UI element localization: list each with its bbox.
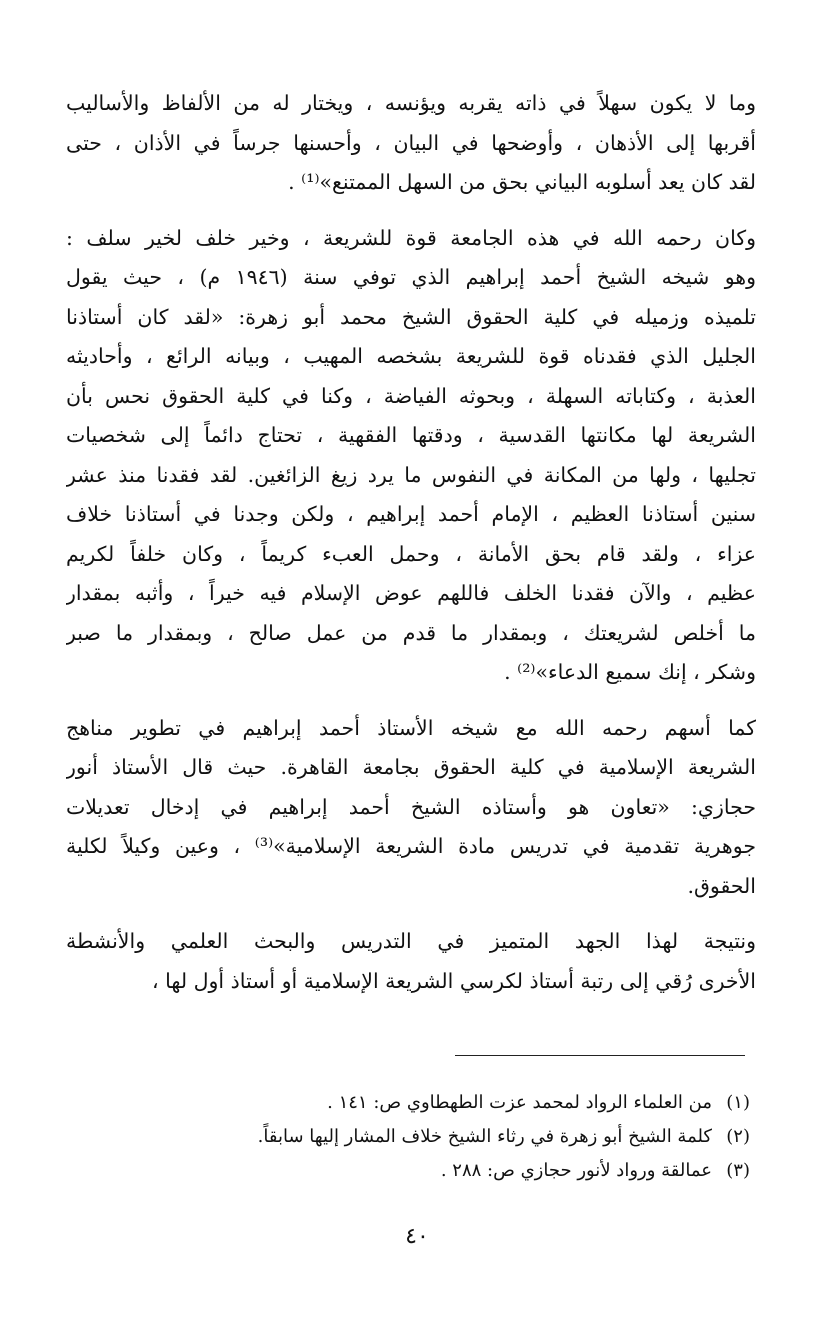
footnote-number: (١) xyxy=(726,1092,750,1113)
text-line: عظيم ، والآن فقدنا الخلف فاللهم عوض الإسلام فيه خيراً ، وأثبه بمقدار xyxy=(66,581,756,605)
text-line: الشريعة الإسلامية في كلية الحقوق بجامعة القاهرة. حيث قال الأستاذ أنور xyxy=(66,755,756,779)
text-line: حجازي: «تعاون هو وأستاذه الشيخ أحمد إبراهيم في إدخال تعديلات xyxy=(66,794,756,819)
footnote-text: من العلماء الرواد لمحمد عزت الطهطاوي ص: ١٤١ . xyxy=(327,1092,712,1113)
text-line: جوهرية تقدمية في تدريس مادة الشريعة الإسلامية»⁽³⁾ ، وعين وكيلاً لكلية xyxy=(66,834,756,858)
text-line: الشريعة لها مكانتها القدسية ، ودقتها الفقهية ، تحتاج دائماً إلى شخصيات xyxy=(66,423,756,447)
page-number: ٤٠ xyxy=(405,1224,429,1249)
text-line: العذبة ، وكتاباته السهلة ، وبحوثه الفياضة ، وكنا في كلية الحقوق نحس بأن xyxy=(66,383,756,408)
footnote-number: (٢) xyxy=(726,1126,750,1147)
paragraph xyxy=(66,84,756,203)
text-line: عزاء ، ولقد قام بحق الأمانة ، وحمل العبء كريماً ، وكان خلفاً لكريم xyxy=(66,541,756,566)
paragraph xyxy=(66,922,756,1001)
text-line: ونتيجة لهذا الجهد المتميز في التدريس والبحث العلمي والأنشطة xyxy=(66,929,756,953)
text-line: الجليل الذي فقدناه قوة للشريعة بشخصه المهيب ، وبيانه الرائع ، وأحاديثه xyxy=(66,344,756,368)
text-line: كما أسهم رحمه الله مع شيخه الأستاذ أحمد إبراهيم في تطوير مناهج xyxy=(66,715,756,740)
footnote xyxy=(190,1154,750,1188)
footnote-text: عمالقة ورواد لأنور حجازي ص: ٢٨٨ . xyxy=(440,1160,712,1181)
footnote-text: كلمة الشيخ أبو زهرة في رثاء الشيخ خلاف المشار إليها سابقاً. xyxy=(257,1126,712,1147)
text-line: الأخرى رُقي إلى رتبة أستاذ لكرسي الشريعة الإسلامية أو أستاذ أول لها ، xyxy=(152,968,756,993)
text-line: سنين أستاذنا العظيم ، الإمام أحمد إبراهيم ، ولكن وجدنا في أستاذنا خلاف xyxy=(66,502,756,526)
text-line: لقد كان يعد أسلوبه البياني بحق من السهل الممتنع»⁽¹⁾ . xyxy=(288,170,756,194)
paragraph-gap xyxy=(66,693,756,709)
footnote xyxy=(190,1120,750,1154)
text-line: وهو شيخه الشيخ أحمد إبراهيم الذي توفي سنة (١٩٤٦ م) ، حيث يقول xyxy=(66,265,756,289)
footnote-divider xyxy=(455,1055,745,1056)
paragraph-gap xyxy=(66,203,756,219)
paragraph xyxy=(66,709,756,907)
text-line: تلميذه وزميله في كلية الحقوق الشيخ محمد أبو زهرة: «لقد كان أستاذنا xyxy=(66,304,756,329)
body-text xyxy=(66,84,756,1001)
footnote xyxy=(190,1086,750,1120)
paragraph-gap xyxy=(66,906,756,922)
footnote-number: (٣) xyxy=(726,1160,750,1181)
text-line: أقربها إلى الأذهان ، وأوضحها في البيان ، وأحسنها جرساً في الأذان ، حتى xyxy=(66,130,756,155)
footnotes xyxy=(190,1086,750,1188)
text-line: الحقوق. xyxy=(687,873,756,898)
text-line: وما لا يكون سهلاً في ذاته يقربه ويؤنسه ، ويختار له من الألفاظ والأساليب xyxy=(66,91,756,115)
text-line: وشكر ، إنك سميع الدعاء»⁽²⁾ . xyxy=(504,660,756,684)
paragraph xyxy=(66,219,756,693)
text-line: تجليها ، ولها من المكانة في النفوس ما يرد زيغ الزائغين. لقد فقدنا منذ عشر xyxy=(66,462,756,487)
text-line: ما أخلص لشريعتك ، وبمقدار ما قدم من عمل صالح ، وبمقدار ما صبر xyxy=(66,620,756,645)
text-line: وكان رحمه الله في هذه الجامعة قوة للشريعة ، وخير خلف لخير سلف : xyxy=(66,225,756,250)
